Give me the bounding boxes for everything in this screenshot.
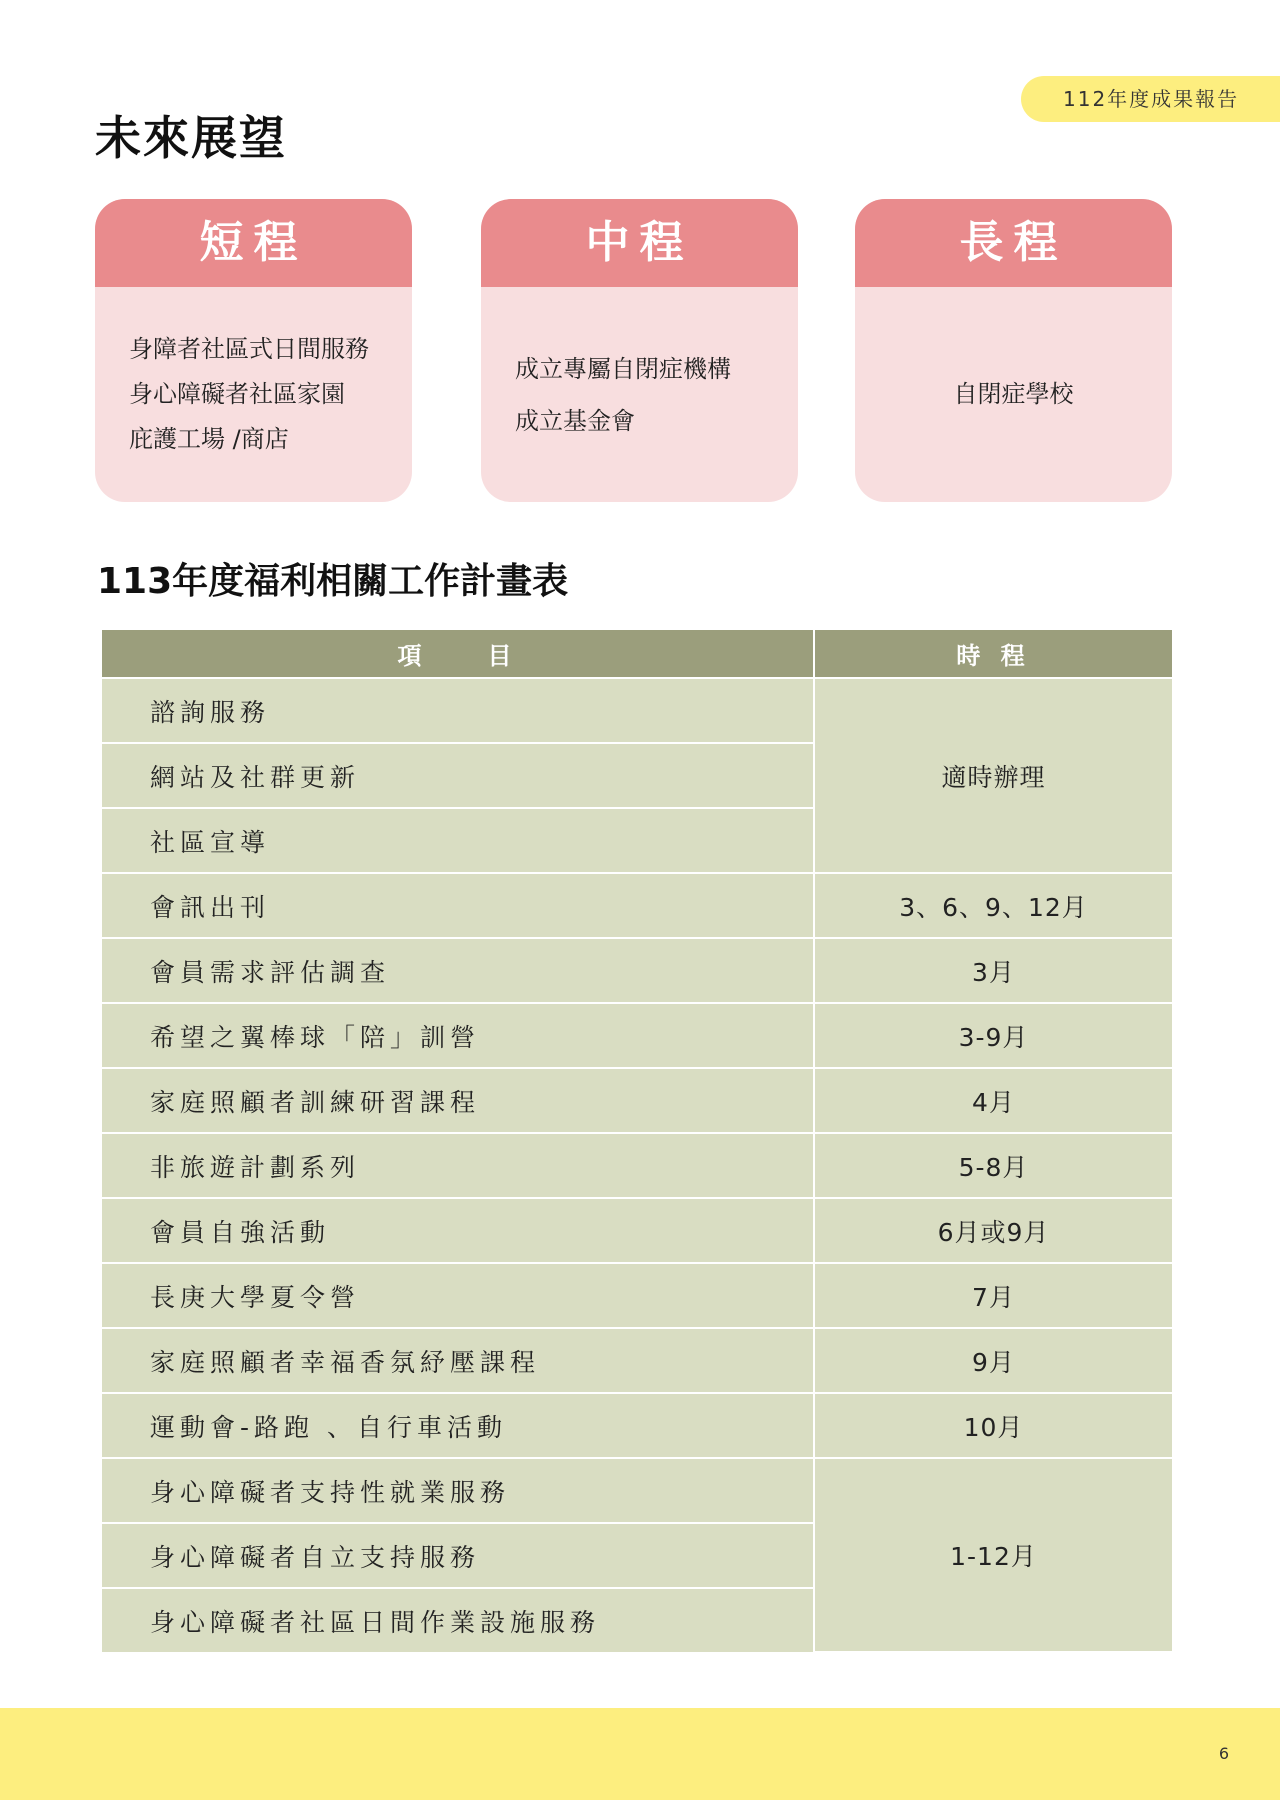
item-cell: 會訊出刊: [102, 873, 814, 938]
item-cell: 運動會-路跑 、自行車活動: [102, 1393, 814, 1458]
long-term-card: [855, 199, 1172, 502]
time-cell: 10月: [814, 1393, 1172, 1458]
item-cell: 家庭照顧者訓練研習課程: [102, 1068, 814, 1133]
table-row: [102, 873, 1172, 938]
table-row: [102, 1198, 1172, 1263]
table-row: [102, 1133, 1172, 1198]
table-row: [102, 678, 1172, 743]
short-term-body: [95, 287, 412, 502]
time-cell: 適時辦理: [814, 678, 1172, 873]
short-term-item: 身障者社區式日間服務: [129, 335, 369, 363]
time-cell: 9月: [814, 1328, 1172, 1393]
table-header-row: [102, 630, 1172, 678]
item-cell: 社區宣導: [102, 808, 814, 873]
mid-term-body: [481, 287, 798, 502]
table-row: [102, 1003, 1172, 1068]
mid-term-item: 成立專屬自閉症機構: [515, 354, 731, 383]
mid-term-heading: 中程: [481, 199, 798, 287]
long-term-body: [855, 287, 1172, 502]
mid-term-item: 成立基金會: [515, 406, 635, 435]
page-number: 6: [1218, 1744, 1229, 1763]
time-cell: 6月或9月: [814, 1198, 1172, 1263]
column-header-item: 項 目: [102, 630, 814, 678]
short-term-item: 庇護工場 /商店: [129, 425, 289, 453]
page-title: 未來展望: [95, 111, 287, 165]
table-row: [102, 1458, 1172, 1523]
item-cell: 會員需求評估調查: [102, 938, 814, 1003]
table-row: [102, 1328, 1172, 1393]
item-cell: 會員自強活動: [102, 1198, 814, 1263]
time-cell: 1-12月: [814, 1458, 1172, 1652]
work-plan-table: [102, 630, 1172, 1653]
long-term-item: 自閉症學校: [953, 380, 1074, 408]
plan-table-title: 113年度福利相關工作計畫表: [97, 561, 569, 602]
footer-band: [0, 1708, 1280, 1800]
short-term-card: [95, 199, 412, 502]
mid-term-card: [481, 199, 798, 502]
column-header-time: 時 程: [814, 630, 1172, 678]
report-label-badge: 112年度成果報告: [1021, 76, 1280, 122]
item-cell: 非旅遊計劃系列: [102, 1133, 814, 1198]
item-cell: 身心障礙者社區日間作業設施服務: [102, 1588, 814, 1652]
time-cell: 7月: [814, 1263, 1172, 1328]
item-cell: 身心障礙者自立支持服務: [102, 1523, 814, 1588]
time-cell: 3月: [814, 938, 1172, 1003]
table-row: [102, 1068, 1172, 1133]
time-cell: 3-9月: [814, 1003, 1172, 1068]
item-cell: 家庭照顧者幸福香氛紓壓課程: [102, 1328, 814, 1393]
long-term-heading: 長程: [855, 199, 1172, 287]
table-row: [102, 1393, 1172, 1458]
item-cell: 身心障礙者支持性就業服務: [102, 1458, 814, 1523]
time-cell: 3、6、9、12月: [814, 873, 1172, 938]
item-cell: 希望之翼棒球「陪」訓營: [102, 1003, 814, 1068]
short-term-heading: 短程: [95, 199, 412, 287]
short-term-item: 身心障礙者社區家園: [129, 380, 345, 408]
item-cell: 網站及社群更新: [102, 743, 814, 808]
table-row: [102, 938, 1172, 1003]
time-cell: 4月: [814, 1068, 1172, 1133]
item-cell: 長庚大學夏令營: [102, 1263, 814, 1328]
item-cell: 諮詢服務: [102, 678, 814, 743]
time-cell: 5-8月: [814, 1133, 1172, 1198]
table-row: [102, 1263, 1172, 1328]
